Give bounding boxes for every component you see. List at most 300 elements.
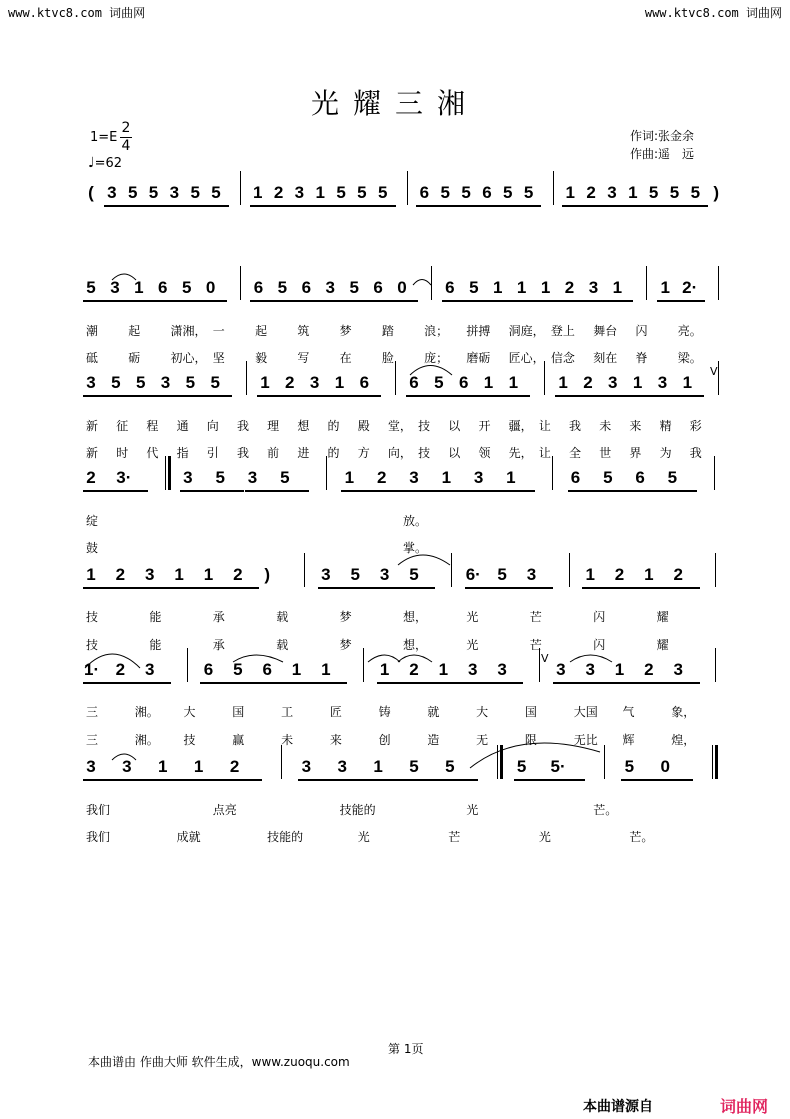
meter-bottom: 4 bbox=[121, 138, 131, 154]
lyric-syllable: 向 bbox=[206, 419, 219, 433]
note: 3 bbox=[86, 757, 96, 776]
lyric-syllable: 理 bbox=[267, 419, 280, 433]
lyric-syllable: 庞； bbox=[424, 351, 449, 365]
lyric-syllable: 来 bbox=[629, 419, 642, 433]
beam bbox=[230, 682, 259, 684]
note: 5 bbox=[215, 468, 225, 487]
beam bbox=[553, 682, 582, 684]
note: 5 bbox=[233, 660, 243, 679]
beam bbox=[681, 300, 705, 302]
beam bbox=[277, 490, 309, 492]
lyric-syllable: 大 bbox=[476, 705, 489, 719]
note: 1 bbox=[540, 278, 551, 297]
beam bbox=[307, 395, 332, 397]
beam bbox=[83, 779, 119, 781]
note: 5 bbox=[135, 373, 146, 392]
quarter-note-icon: ♩ bbox=[88, 155, 95, 171]
lyric-syllable: 创 bbox=[378, 733, 391, 747]
beam bbox=[466, 300, 490, 302]
site-url-left[interactable]: www.ktvc8.com 词曲网 bbox=[8, 6, 146, 20]
beam bbox=[503, 490, 535, 492]
note: 1 bbox=[344, 468, 355, 487]
lyric-syllable: 技 bbox=[86, 610, 99, 624]
lyric-syllable: 赢 bbox=[232, 733, 245, 747]
lyric-syllable: 放。 bbox=[403, 514, 428, 528]
lyric-syllable: 工 bbox=[281, 705, 294, 719]
lyric-syllable: 技 bbox=[418, 419, 431, 433]
note: 1 bbox=[321, 660, 331, 679]
lyric-syllable: 登上 bbox=[550, 324, 575, 338]
barline bbox=[326, 456, 327, 490]
note: ( bbox=[88, 183, 94, 202]
lyric-syllable: 技 bbox=[183, 733, 196, 747]
note: 1 bbox=[483, 373, 494, 392]
beam bbox=[191, 779, 227, 781]
lyric-syllable: 我们 bbox=[86, 830, 111, 844]
note: 5 bbox=[210, 373, 220, 392]
note: 5 bbox=[440, 183, 450, 202]
music-row bbox=[0, 373, 790, 413]
note: 2 bbox=[644, 660, 654, 679]
beam bbox=[605, 395, 630, 397]
beam bbox=[630, 395, 655, 397]
source-logo[interactable]: 词曲网 bbox=[720, 1097, 769, 1116]
lyric-syllable: 我们 bbox=[86, 803, 111, 817]
source-label: 本曲谱源自 bbox=[583, 1099, 653, 1115]
lyric-syllable: 精 bbox=[659, 419, 672, 433]
beam bbox=[155, 779, 191, 781]
barline bbox=[240, 266, 241, 300]
note: 3 bbox=[608, 373, 618, 392]
beam bbox=[375, 205, 396, 207]
lyric-syllable: 潮 bbox=[86, 324, 99, 338]
barline bbox=[604, 745, 605, 779]
note: ) bbox=[713, 183, 719, 202]
beam bbox=[612, 587, 641, 589]
note: 1 bbox=[193, 757, 204, 776]
note: 3· bbox=[116, 468, 132, 487]
beam bbox=[142, 682, 171, 684]
beam bbox=[555, 395, 580, 397]
beam bbox=[227, 779, 263, 781]
beam bbox=[171, 587, 200, 589]
beam bbox=[83, 300, 107, 302]
beam bbox=[406, 779, 442, 781]
note: 2 bbox=[564, 278, 575, 297]
lyric-syllable: 初心， bbox=[170, 351, 207, 365]
lyric-syllable: 以 bbox=[448, 419, 461, 433]
note: 3 bbox=[110, 278, 120, 297]
beam bbox=[245, 490, 277, 492]
lyric-syllable: 光 bbox=[466, 610, 479, 624]
note: 6 bbox=[301, 278, 312, 297]
note: 1 bbox=[644, 565, 654, 584]
barline bbox=[240, 171, 241, 205]
time-signature bbox=[120, 120, 132, 155]
lyric-syllable: 芒 bbox=[448, 830, 461, 844]
barline bbox=[187, 648, 188, 682]
lyric-syllable: 湘。 bbox=[134, 733, 159, 747]
barline bbox=[646, 266, 647, 300]
note: 5 bbox=[409, 565, 419, 584]
beam bbox=[646, 205, 667, 207]
barline bbox=[246, 361, 247, 395]
note: 5 bbox=[461, 183, 471, 202]
beam bbox=[257, 395, 282, 397]
note: 2 bbox=[115, 565, 126, 584]
lyric-syllable: 开 bbox=[478, 419, 491, 433]
lyric-syllable: 脊 bbox=[635, 351, 648, 365]
beam bbox=[250, 205, 271, 207]
beam bbox=[333, 205, 354, 207]
beam bbox=[187, 205, 208, 207]
note: 6 bbox=[570, 468, 581, 487]
note: 1 bbox=[682, 373, 693, 392]
lyric-syllable: 未 bbox=[599, 419, 612, 433]
lyric-syllable: 煌， bbox=[671, 733, 696, 747]
beam bbox=[481, 395, 506, 397]
beam bbox=[664, 490, 696, 492]
lyric-syllable: 的 bbox=[327, 446, 340, 460]
lyric-syllable: 亮。 bbox=[677, 324, 702, 338]
beam bbox=[494, 682, 523, 684]
lyric-syllable: 我 bbox=[569, 419, 582, 433]
barline bbox=[497, 745, 498, 779]
beam bbox=[600, 490, 632, 492]
lyric-syllable: 舞台 bbox=[593, 324, 618, 338]
lyric-syllable: 筑 bbox=[297, 324, 310, 338]
beam bbox=[347, 587, 376, 589]
music-row bbox=[0, 565, 790, 605]
beam bbox=[625, 205, 646, 207]
note: 5 bbox=[350, 565, 360, 584]
beam bbox=[679, 395, 704, 397]
note: 1 bbox=[632, 373, 643, 392]
lyric-syllable: 梁。 bbox=[677, 351, 702, 365]
note: 2 bbox=[233, 565, 243, 584]
beam bbox=[521, 205, 542, 207]
beam bbox=[657, 779, 693, 781]
beam bbox=[437, 205, 458, 207]
beam bbox=[259, 682, 288, 684]
beam bbox=[657, 300, 681, 302]
lyric-syllable: 限 bbox=[524, 733, 537, 747]
lyric-syllable: 铸 bbox=[378, 705, 391, 719]
lyric-syllable: 匠 bbox=[329, 705, 342, 719]
note: 1 bbox=[334, 373, 345, 392]
beam bbox=[438, 490, 470, 492]
note: 6 bbox=[445, 278, 455, 297]
note: 1 bbox=[252, 183, 263, 202]
note: 1 bbox=[174, 565, 184, 584]
site-url-right[interactable]: www.ktvc8.com 词曲网 bbox=[644, 6, 782, 20]
beam bbox=[125, 205, 146, 207]
note: 5 bbox=[148, 183, 159, 202]
beam bbox=[550, 779, 586, 781]
barline bbox=[569, 553, 570, 587]
note: 6 bbox=[635, 468, 645, 487]
beam bbox=[562, 300, 586, 302]
note: 5 bbox=[624, 757, 635, 776]
beam bbox=[465, 682, 494, 684]
barline bbox=[712, 745, 713, 779]
beam bbox=[341, 490, 373, 492]
beam bbox=[271, 205, 292, 207]
lyric-syllable: 三 bbox=[86, 733, 99, 747]
beam bbox=[346, 300, 370, 302]
lyricist: 作词:张金余 bbox=[630, 129, 695, 143]
note: 2 bbox=[614, 565, 625, 584]
note: 3 bbox=[309, 373, 320, 392]
note: 1 bbox=[379, 660, 390, 679]
lyric-syllable: 载 bbox=[276, 610, 289, 624]
barline-thick bbox=[168, 456, 171, 490]
beam bbox=[505, 395, 530, 397]
beam bbox=[442, 300, 466, 302]
lyric-syllable: 大国 bbox=[573, 705, 598, 719]
lyric-syllable: 国 bbox=[232, 705, 245, 719]
beam bbox=[356, 395, 381, 397]
beam bbox=[180, 490, 212, 492]
beam bbox=[370, 779, 406, 781]
lyric-syllable: 先， bbox=[508, 446, 533, 460]
beam bbox=[514, 779, 550, 781]
beam bbox=[632, 490, 664, 492]
note: 2 bbox=[376, 468, 387, 487]
note: 3 bbox=[473, 468, 484, 487]
beam bbox=[83, 490, 115, 492]
lyric-syllable: 载 bbox=[276, 638, 289, 652]
barline bbox=[715, 648, 716, 682]
note: 6 bbox=[482, 183, 492, 202]
beam bbox=[416, 205, 437, 207]
beam bbox=[377, 587, 406, 589]
lyric-syllable: 承 bbox=[212, 610, 225, 624]
key-signature: 1=E bbox=[90, 130, 118, 145]
lyric-syllable: 我 bbox=[689, 446, 702, 460]
barline bbox=[431, 266, 432, 300]
beam bbox=[442, 779, 478, 781]
note: 3 bbox=[526, 565, 537, 584]
note: 1 bbox=[565, 183, 576, 202]
song-title: 光耀三湘 bbox=[310, 87, 479, 120]
beam bbox=[208, 205, 229, 207]
note: 5 bbox=[86, 278, 96, 297]
beam bbox=[112, 682, 141, 684]
beam bbox=[654, 395, 679, 397]
lyric-syllable: 来 bbox=[329, 733, 342, 747]
lyric-syllable: 踏 bbox=[381, 324, 394, 338]
beam bbox=[200, 682, 229, 684]
note: 1 bbox=[438, 660, 449, 679]
note: 3 bbox=[467, 660, 478, 679]
note: 6 bbox=[262, 660, 272, 679]
beam bbox=[583, 205, 604, 207]
lyric-syllable: 程 bbox=[146, 419, 159, 433]
lyric-syllable: 技能的 bbox=[339, 803, 376, 817]
lyric-syllable: 梦 bbox=[339, 638, 352, 652]
note: 2 bbox=[673, 565, 683, 584]
note: 1 bbox=[660, 278, 670, 297]
lyric-syllable: 让 bbox=[538, 419, 551, 433]
note: 3 bbox=[657, 373, 668, 392]
lyric-syllable: 脸 bbox=[381, 351, 394, 365]
slur bbox=[398, 555, 450, 565]
note: 5 bbox=[280, 468, 290, 487]
lyric-syllable: 闪 bbox=[635, 324, 648, 338]
beam bbox=[166, 205, 187, 207]
beam bbox=[666, 205, 687, 207]
barline bbox=[395, 361, 396, 395]
note: 3 bbox=[160, 373, 171, 392]
beam bbox=[146, 205, 167, 207]
beam bbox=[609, 300, 633, 302]
note: 3 bbox=[294, 183, 305, 202]
beam bbox=[158, 395, 183, 397]
lyric-syllable: 匠心， bbox=[508, 351, 545, 365]
note: 2· bbox=[682, 278, 698, 297]
music-row bbox=[0, 183, 790, 223]
meter-top: 2 bbox=[121, 120, 131, 136]
barline bbox=[714, 456, 715, 490]
lyric-syllable: 闪 bbox=[593, 638, 606, 652]
beam bbox=[179, 300, 203, 302]
note: 5 bbox=[648, 183, 659, 202]
lyric-syllable: 我 bbox=[236, 419, 249, 433]
note: 0 bbox=[397, 278, 407, 297]
lyric-syllable: 芒 bbox=[529, 610, 542, 624]
lyric-syllable: 毅 bbox=[255, 351, 268, 365]
note: 3 bbox=[673, 660, 683, 679]
beam bbox=[538, 300, 562, 302]
note: 6 bbox=[158, 278, 168, 297]
barline bbox=[544, 361, 545, 395]
lyric-syllable: 掌。 bbox=[403, 541, 428, 555]
note: 5 bbox=[111, 373, 121, 392]
beam bbox=[250, 300, 274, 302]
beam bbox=[582, 682, 611, 684]
note: 3 bbox=[325, 278, 335, 297]
note: ) bbox=[264, 565, 270, 584]
note: 3 bbox=[497, 660, 507, 679]
lyric-syllable: 鼓 bbox=[86, 541, 99, 555]
beam bbox=[458, 205, 479, 207]
note: 3 bbox=[379, 565, 390, 584]
note: 5 bbox=[445, 757, 455, 776]
beam bbox=[514, 300, 538, 302]
beam bbox=[200, 587, 229, 589]
lyric-syllable: 刻在 bbox=[593, 351, 618, 365]
lyric-syllable: 光 bbox=[538, 830, 551, 844]
lyric-syllable: 光 bbox=[357, 830, 370, 844]
lyric-syllable: 无比 bbox=[573, 733, 598, 747]
lyric-syllable: 能 bbox=[149, 610, 162, 624]
note: 3 bbox=[409, 468, 419, 487]
barline bbox=[539, 648, 540, 682]
beam bbox=[274, 300, 298, 302]
lyric-syllable: 造 bbox=[427, 733, 440, 747]
music-row bbox=[0, 757, 790, 797]
beam bbox=[670, 682, 699, 684]
barline bbox=[407, 171, 408, 205]
note: 5 bbox=[336, 183, 346, 202]
lyric-syllable: 信念 bbox=[550, 351, 575, 365]
lyric-syllable: 我 bbox=[236, 446, 249, 460]
lyric-syllable: 梦 bbox=[339, 324, 352, 338]
lyric-syllable: 耀 bbox=[656, 638, 669, 652]
lyric-syllable: 芒。 bbox=[593, 803, 618, 817]
beam bbox=[331, 395, 356, 397]
note: 6 bbox=[458, 373, 469, 392]
lyric-syllable: 承 bbox=[212, 638, 225, 652]
lyric-syllable: 拼搏 bbox=[466, 324, 491, 338]
note: 0 bbox=[205, 278, 216, 297]
beam bbox=[289, 682, 318, 684]
note: 3 bbox=[144, 660, 155, 679]
beam bbox=[406, 682, 435, 684]
beam bbox=[568, 490, 600, 492]
note: 5 bbox=[378, 183, 388, 202]
beam bbox=[562, 205, 583, 207]
beam bbox=[115, 490, 147, 492]
beam bbox=[406, 395, 431, 397]
beam bbox=[670, 587, 699, 589]
lyric-syllable: 想 bbox=[297, 419, 310, 433]
note: 6 bbox=[253, 278, 264, 297]
barline bbox=[165, 456, 166, 490]
lyric-syllable: 国 bbox=[524, 705, 537, 719]
note: 3 bbox=[337, 757, 347, 776]
beam bbox=[500, 205, 521, 207]
lyric-syllable: 在 bbox=[339, 351, 352, 365]
music-row bbox=[0, 660, 790, 700]
note: 6 bbox=[373, 278, 383, 297]
barline bbox=[281, 745, 282, 779]
page-number: 第 1页 bbox=[388, 1042, 424, 1056]
note: 3 bbox=[585, 660, 595, 679]
note: 2 bbox=[285, 373, 295, 392]
note: 5· bbox=[550, 757, 566, 776]
lyric-syllable: 引 bbox=[206, 446, 219, 460]
lyric-syllable: 技 bbox=[418, 446, 431, 460]
beam bbox=[394, 300, 418, 302]
note: 5 bbox=[211, 183, 221, 202]
beam bbox=[112, 587, 141, 589]
beam bbox=[182, 395, 207, 397]
note: 5 bbox=[497, 565, 507, 584]
lyric-syllable: 象， bbox=[671, 705, 696, 719]
note: 5 bbox=[690, 183, 701, 202]
note: 3 bbox=[183, 468, 193, 487]
beam bbox=[203, 300, 227, 302]
lyric-syllable: 潇湘， bbox=[170, 324, 207, 338]
beam bbox=[207, 395, 232, 397]
beam bbox=[621, 779, 657, 781]
note: 5 bbox=[357, 183, 367, 202]
lyric-syllable: 绽 bbox=[86, 514, 99, 528]
lyric-syllable: 彩 bbox=[689, 419, 702, 433]
beam bbox=[155, 300, 179, 302]
note: 5 bbox=[127, 183, 138, 202]
barline bbox=[718, 266, 719, 300]
beam bbox=[604, 205, 625, 207]
note: 6 bbox=[419, 183, 430, 202]
beam bbox=[471, 490, 503, 492]
beam bbox=[133, 395, 158, 397]
note: 3 bbox=[588, 278, 599, 297]
note: 3 bbox=[607, 183, 617, 202]
note: 1 bbox=[373, 757, 383, 776]
